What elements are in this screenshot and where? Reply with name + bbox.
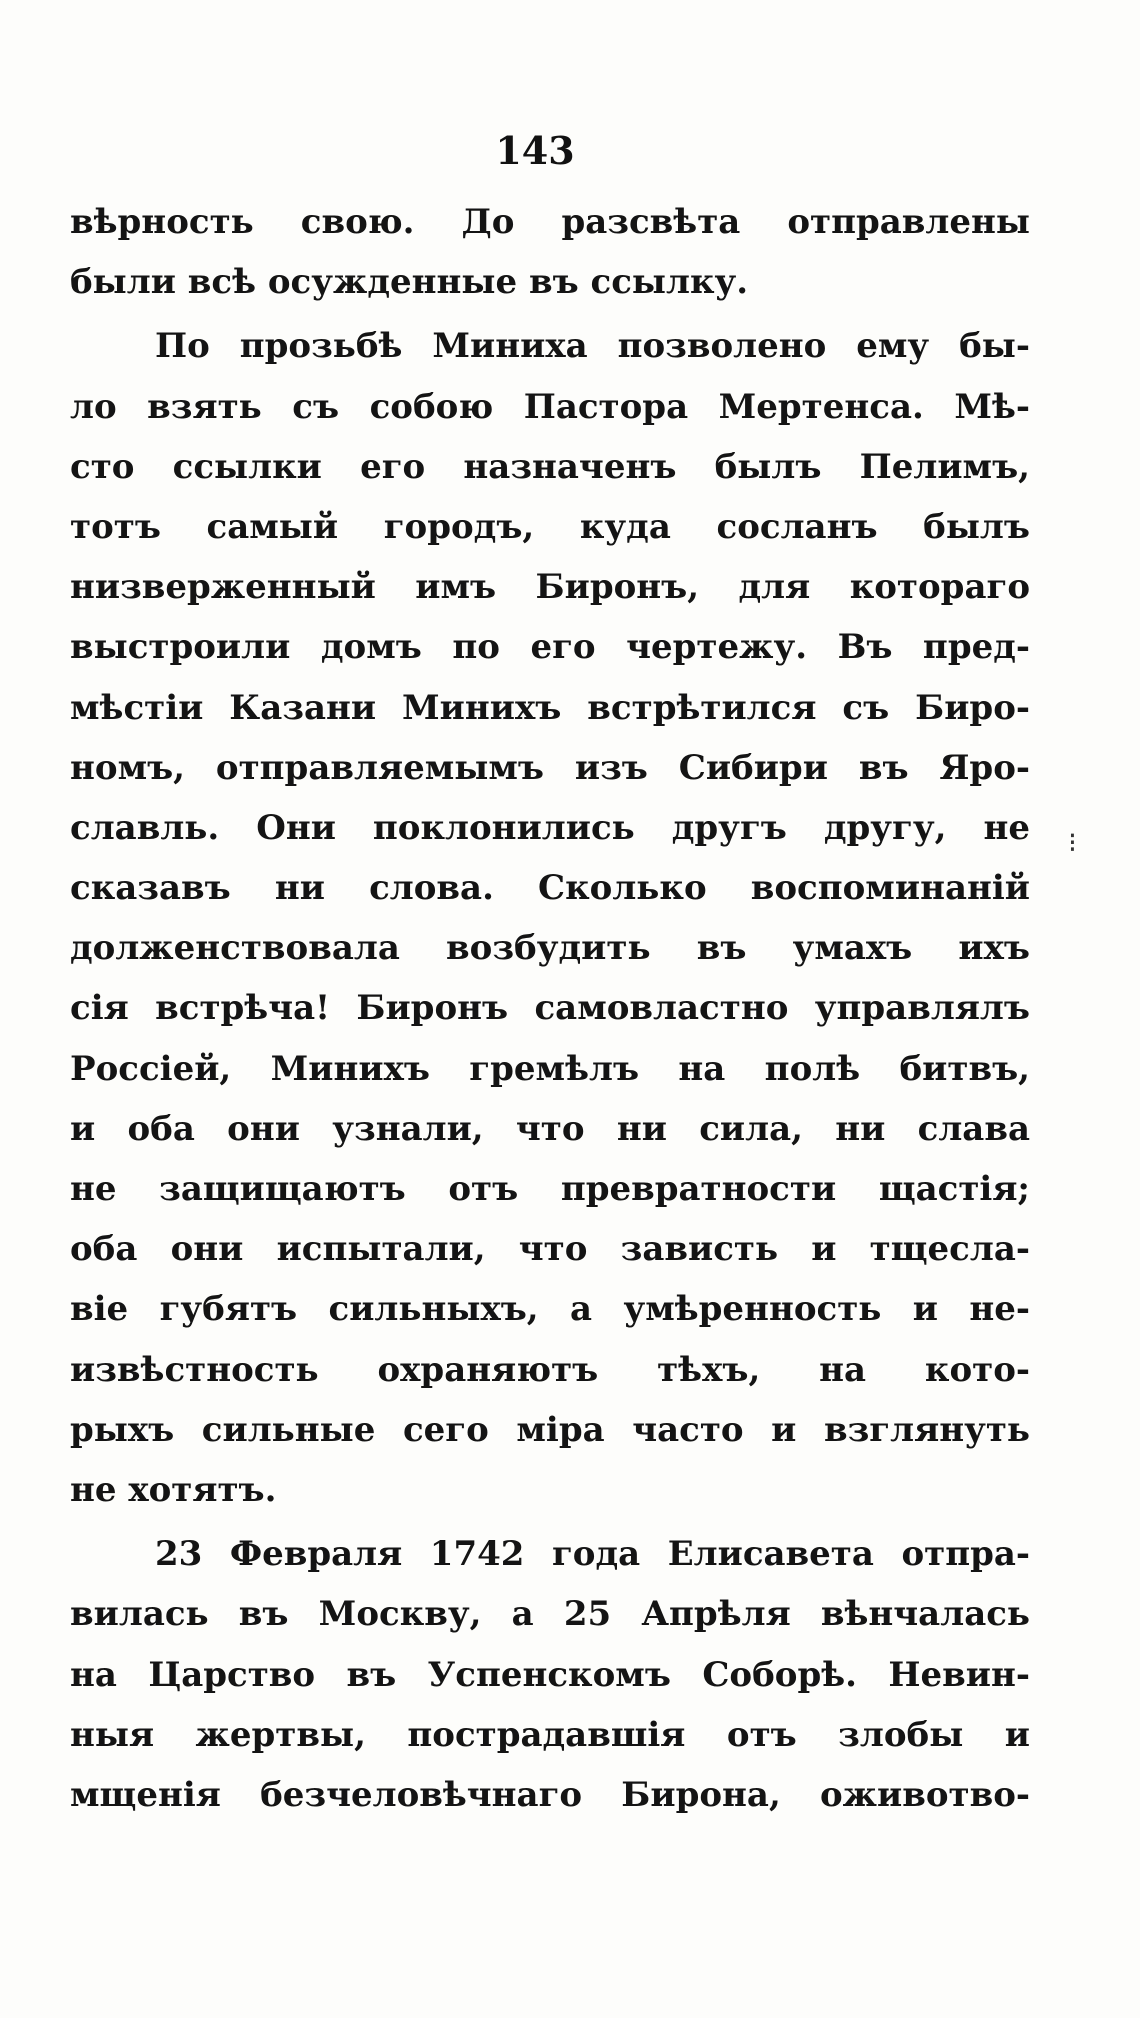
text-line: не хотятъ. — [70, 1469, 277, 1510]
text-line: По прозьбѣ Миниха позволено ему бы- — [155, 326, 1030, 367]
text-line: были всѣ осужденные въ ссылку. — [70, 262, 749, 303]
text-line: вѣрность свою. До разсвѣта отправлены — [70, 202, 1030, 242]
text-line: и оба они узнали, что ни сила, ни слава — [70, 1108, 1030, 1149]
body-text — [70, 192, 1030, 1825]
text-line: сказавъ ни слова. Сколько воспоминаній — [70, 868, 1030, 909]
margin-mark: ⁝ — [1068, 826, 1077, 859]
text-line: долженствовала возбудить въ умахъ ихъ — [70, 928, 1030, 969]
text-line: извѣстность охраняютъ тѣхъ, на кото- — [70, 1349, 1030, 1390]
text-line: номъ, отправляемымъ изъ Сибири въ Яро- — [70, 747, 1030, 788]
text-line: сія встрѣча! Биронъ самовластно управлялъ — [70, 988, 1030, 1029]
text-line: славль. Они поклонились другъ другу, не — [70, 807, 1030, 848]
text-line: ныя жертвы, пострадавшія отъ злобы и — [70, 1714, 1030, 1755]
text-line: мѣстіи Казани Минихъ встрѣтился съ Биро- — [70, 687, 1030, 728]
text-line: віе губятъ сильныхъ, а умѣренность и не- — [70, 1289, 1030, 1330]
text-line: тотъ самый городъ, куда сосланъ былъ — [70, 506, 1030, 547]
page-number: 143 — [495, 128, 575, 173]
text-line: не защищаютъ отъ превратности щастія; — [70, 1169, 1030, 1209]
text-line: Россіей, Минихъ гремѣлъ на полѣ битвъ, — [70, 1048, 1030, 1089]
text-line: на Царство въ Успенскомъ Соборѣ. Невин- — [70, 1654, 1030, 1695]
text-line: ло взять съ собою Пастора Мертенса. Мѣ- — [70, 386, 1030, 427]
text-line: 23 Февраля 1742 года Елисавета отпра- — [155, 1534, 1030, 1575]
text-line: оба они испытали, что зависть и тщесла- — [70, 1229, 1030, 1270]
text-line: мщенія безчеловѣчнаго Бирона, оживотво- — [70, 1774, 1030, 1815]
text-line: рыхъ сильные сего міра часто и взглянуть — [70, 1409, 1030, 1450]
text-line: выстроили домъ по его чертежу. Въ пред- — [70, 627, 1030, 668]
text-line: вилась въ Москву, а 25 Апрѣля вѣнчалась — [70, 1594, 1030, 1635]
text-line: низверженный имъ Биронъ, для котораго — [70, 567, 1030, 608]
text-line: сто ссылки его назначенъ былъ Пелимъ, — [70, 446, 1030, 487]
